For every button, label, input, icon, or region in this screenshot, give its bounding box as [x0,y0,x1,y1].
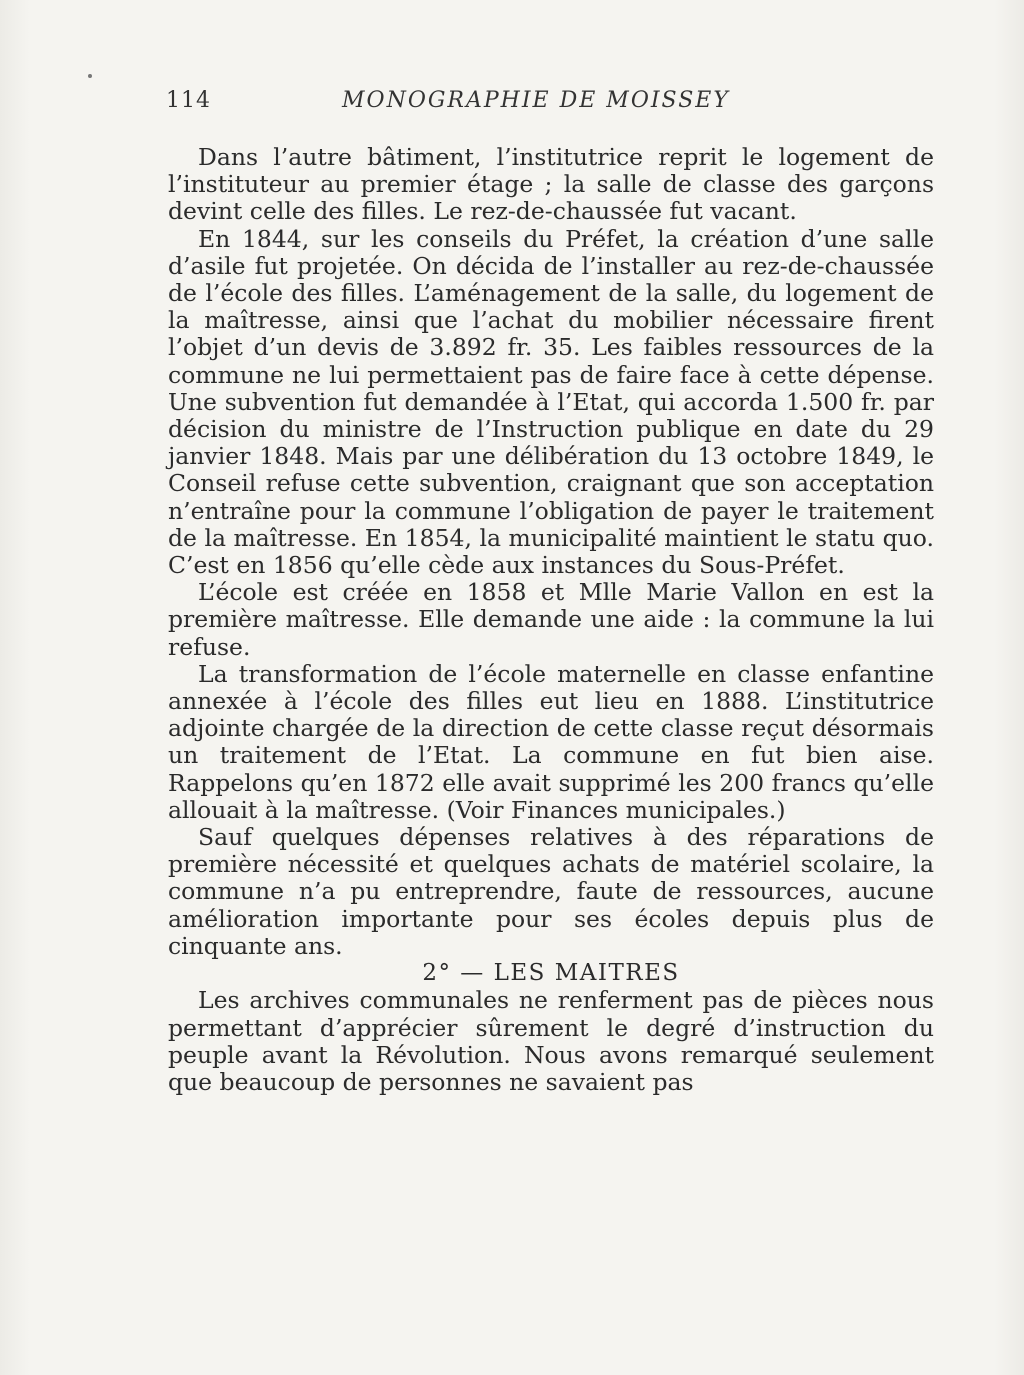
page-header [166,88,936,124]
section-paragraph: Les archives communales ne renferment pas de pièces nous permettant d’apprécier sûrement le degré d’instruction du peuple avant la Révolution. Nous avons remarqué seulement que beaucoup de personnes ne savaient pas [168,986,934,1096]
body-paragraph: Dans l’autre bâtiment, l’institutrice reprit le logement de l’instituteur au premier étage ; la salle de classe des garçons devint celle des filles. Le rez-de-chaussée fut vacant. [168,143,934,226]
section-heading: 2° — LES MAITRES [422,960,680,987]
body-paragraph: La transformation de l’école maternelle en classe enfantine annexée à l’école des filles eut lieu en 1888. L’institutrice adjointe chargée de la direction de cette classe reçut désormais un traitement de l’Etat. La commune en fut bien aise. Rappelons qu’en 1872 elle avait supprimé les 200 francs qu’elle allouait à la maîtresse. (Voir Finances municipales.) [168,659,934,824]
body-paragraph: L’école est créée en 1858 et Mlle Marie Vallon en est la première maîtresse. Elle demande une aide : la commune la lui refuse. [168,578,934,661]
body-paragraph: En 1844, sur les conseils du Préfet, la création d’une salle d’asile fut projetée. On décida de l’installer au rez-de-chaussée de l’école des filles. L’aménagement de la salle, du logement de la maîtresse, ainsi que l’achat du mobilier nécessaire firent l’objet d’un devis de 3.892 fr. 35. Les faibles ressources de la commune ne lui permettaient pas de faire face à cette dépense. Une subvention fut demandée à l’Etat, qui accorda 1.500 fr. par décision du ministre de l’Instruction publique en date du 29 janvier 1848. Mais par une délibération du 13 octobre 1849, le Conseil refuse cette subvention, craignant que son acceptation n’entraîne pour la commune l’obligation de payer le traitement de la maîtresse. En 1854, la municipalité maintient le statu quo. C’est en 1856 qu’elle cède aux instances du Sous-Préfet. [168,224,934,580]
page-body [168,144,934,1096]
page-number: 114 [166,88,211,113]
paper-speck [88,74,92,78]
running-title: MONOGRAPHIE DE MOISSEY [342,88,730,113]
body-paragraph: Sauf quelques dépenses relatives à des réparations de première nécessité et quelques achats de matériel scolaire, la commune n’a pu entreprendre, faute de ressources, aucune amélioration importante pour ses écoles depuis plus de cinquante ans. [168,823,934,960]
